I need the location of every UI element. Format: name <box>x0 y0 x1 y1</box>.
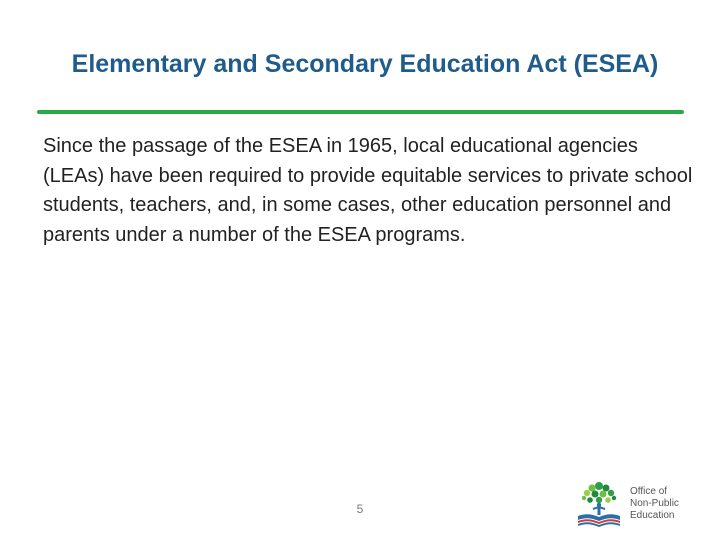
logo-line-3: Education <box>630 510 675 521</box>
slide-title: Elementary and Secondary Education Act (ESEA) <box>71 50 659 78</box>
tree-book-logo-icon <box>570 476 628 532</box>
office-logo <box>570 476 720 536</box>
page-number: 5 <box>356 502 364 516</box>
body-paragraph: Since the passage of the ESEA in 1965, local educational agencies (LEAs) have been required to provide equitable services to private school students, teachers, and, in some cases, other education personnel and parents under a number of the ESEA programs. <box>43 135 693 246</box>
logo-text <box>630 486 679 522</box>
title-divider <box>37 110 684 114</box>
logo-line-2: Non-Public <box>630 498 679 509</box>
logo-line-1: Office of <box>630 486 668 497</box>
